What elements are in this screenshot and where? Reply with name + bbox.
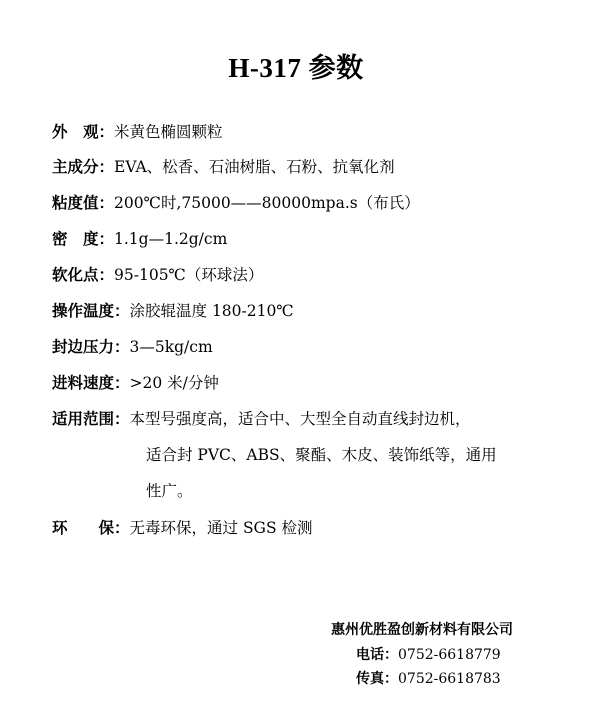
param-environmental <box>52 518 572 538</box>
param-density <box>52 229 572 249</box>
fax-number: 0752-6618783 <box>398 671 501 687</box>
param-value: >20 米/分钟 <box>129 374 219 392</box>
param-value: 3—5kg/cm <box>129 338 213 356</box>
company-name: 惠州优胜盈创新材料有限公司 <box>331 622 513 638</box>
param-value: 95-105℃（环球法） <box>114 266 264 284</box>
param-softening-point <box>52 265 572 285</box>
param-label: 密 度： <box>52 229 115 248</box>
scope-continuation-line: 适合封 PVC、ABS、聚酯、木皮、装饰纸等，通用 <box>146 446 497 464</box>
param-value: 米黄色椭圆颗粒 <box>114 123 223 141</box>
param-value: 本型号强度高，适合中、大型全自动直线封边机， <box>129 410 471 428</box>
param-label: 进料速度： <box>52 373 130 392</box>
param-label: 软化点： <box>52 265 115 284</box>
param-feed-speed <box>52 373 572 393</box>
param-value: 涂胶辊温度 180-210℃ <box>129 302 294 320</box>
param-label: 粘度值： <box>52 193 115 212</box>
param-value: 无毒环保，通过 SGS 检测 <box>129 519 313 537</box>
param-label: 适用范围： <box>52 409 130 428</box>
param-label: 封边压力： <box>52 337 130 356</box>
param-edge-pressure <box>52 337 572 357</box>
phone-number: 0752-6618779 <box>398 647 501 663</box>
phone-line <box>356 646 501 664</box>
param-value: 200℃时,75000——80000mpa.s（布氏） <box>114 194 420 212</box>
param-appearance <box>52 122 572 142</box>
page-title: H-317 参数 <box>228 53 364 83</box>
phone-label: 电话： <box>356 647 398 663</box>
param-application-scope <box>52 409 572 429</box>
scope-continuation-line: 性广。 <box>146 482 193 500</box>
param-value: EVA、松香、石油树脂、石粉、抗氧化剂 <box>114 158 395 176</box>
param-label: 环 保： <box>52 518 130 537</box>
param-composition <box>52 157 572 177</box>
fax-line <box>356 670 501 688</box>
param-operating-temp <box>52 301 572 321</box>
param-label: 外 观： <box>52 122 115 141</box>
param-value: 1.1g—1.2g/cm <box>114 230 228 248</box>
param-label: 主成分： <box>52 157 115 176</box>
param-viscosity <box>52 193 572 213</box>
fax-label: 传真： <box>356 671 398 687</box>
param-label: 操作温度： <box>52 301 130 320</box>
